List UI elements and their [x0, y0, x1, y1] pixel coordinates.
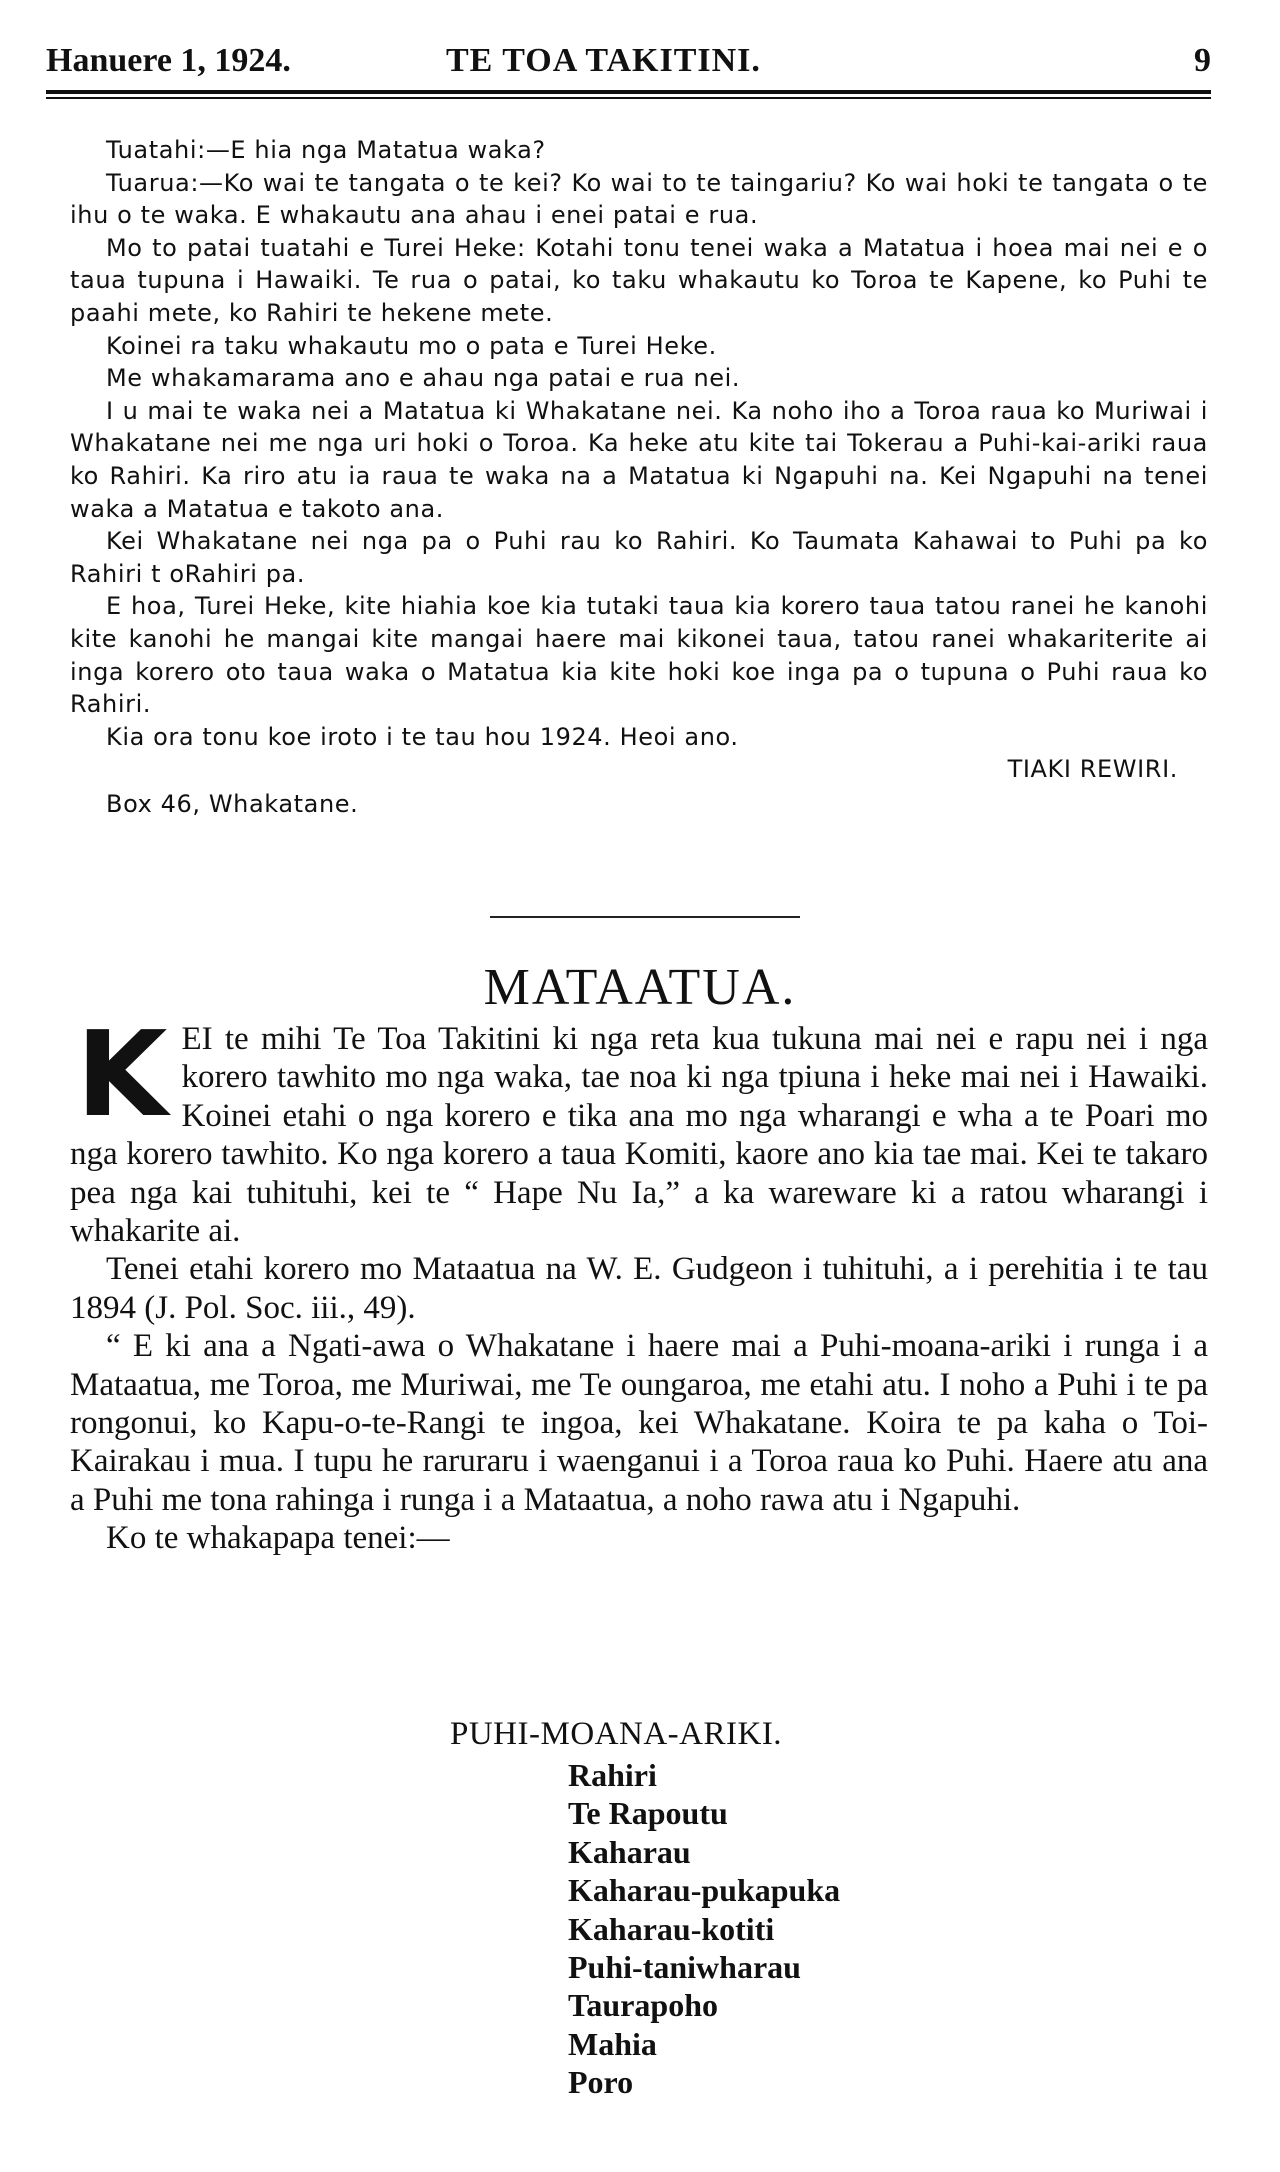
genealogy-name: Poro	[568, 2064, 634, 2101]
genealogy-list	[568, 1756, 840, 2102]
genealogy-head: PUHI-MOANA-ARIKI.	[450, 1716, 783, 1752]
genealogy-name: Kaharau-kotiti	[568, 1910, 775, 1947]
article-paragraph: Tenei etahi korero mo Mataatua na W. E. Gudgeon i tuhituhi, a i perehitia i te tau 1894 (J. Pol. Soc. iii., 49).	[70, 1251, 1208, 1326]
drop-cap: K	[76, 1005, 168, 1143]
letter-address: Box 46, Whakatane.	[106, 789, 359, 818]
letter-paragraph: Tuarua:—Ko wai te tangata o te kei? Ko wai to te taingariu? Ko wai hoki te tangata o te ihu o te waka. E whakautu ana ahau i enei patai e rua.	[70, 168, 1208, 230]
letter-paragraph: Kei Whakatane nei nga pa o Puhi rau ko Rahiri. Ko Taumata Kahawai to Puhi pa ko Rahiri t oRahiri pa.	[70, 527, 1208, 588]
letter-paragraph: Tuatahi:—E hia nga Matatua waka?	[106, 136, 546, 164]
genealogy-name: Puhi-taniwharau	[568, 1949, 801, 1986]
letter-paragraph: Me whakamarama ano e ahau nga patai e rua nei.	[106, 364, 741, 393]
issue-date: Hanuere 1, 1924.	[46, 42, 291, 79]
letter-paragraph: Mo to patai tuatahi e Turei Heke: Kotahi tonu tenei waka a Matatua i hoea mai nei e o taua tupuna i Hawaiki. Te rua o patai, ko taku whakautu ko Toroa te Kapene, ko Puhi te paahi mete, ko Rahiri te hekene mete.	[70, 233, 1208, 327]
letter-paragraph: I u mai te waka nei a Matatua ki Whakatane nei. Ka noho iho a Toroa raua ko Muriwai i Whakatane nei me nga uri hoki o Toroa. Ka heke atu kite tai Tokerau a Puhi-kai-ariki raua ko Rahiri. Ka riro atu ia raua te waka na a Matatua ki Ngapuhi na. Kei Ngapuhi na tenei waka a Matatua e takoto ana.	[70, 396, 1208, 523]
header-rule-thin	[46, 97, 1211, 99]
article-paragraph: “ E ki ana a Ngati-awa o Whakatane i haere mai a Puhi-moana-ariki i runga i a Mataatua, me Toroa, me Muriwai, me Te oungaroa, me etahi atu. I noho a Puhi i te pa rongonui, ko Kapu-o-te-Rangi te ingoa, kei Whakatane. Koira te pa kaha o Toi-Kairakau i mua. I tupu he raruraru i waenganui i a Toroa raua ko Puhi. Haere atu ana a Puhi me tona rahinga i runga i a Mataatua, a noho rawa atu i Ngapuhi.	[70, 1328, 1208, 1518]
letter-paragraph: Kia ora tonu koe iroto i te tau hou 1924. Heoi ano.	[106, 722, 739, 751]
article-paragraph: Ko te whakapapa tenei:—	[106, 1520, 450, 1557]
letter-section	[70, 134, 1208, 820]
article-body	[70, 1005, 1208, 1558]
article-paragraph	[70, 1005, 1208, 1250]
genealogy-name: Rahiri	[568, 1757, 657, 1793]
genealogy-name: Te Rapoutu	[568, 1795, 728, 1832]
letter-signature: TIAKI REWIRI.	[1007, 755, 1178, 784]
letter-paragraph: E hoa, Turei Heke, kite hiahia koe kia tutaki taua kia korero taua tatou ranei he kanohi kite kanohi he mangai kite mangai haere mai kikonei taua, tatou ranei whakariterite ai inga korero oto taua waka o Matatua kia kite hoki koe inga pa o tupuna o Puhi raua ko Rahiri.	[70, 592, 1208, 719]
genealogy-name: Mahia	[568, 2025, 657, 2062]
genealogy-name: Taurapoho	[568, 1987, 718, 2024]
section-divider	[490, 916, 800, 918]
page-number: 9	[1194, 42, 1211, 79]
article-title: MATAATUA.	[483, 959, 797, 1016]
article-first-text: EI te mihi Te Toa Takitini ki nga reta kua tukuna mai nei e rapu nei i nga korero tawhito mo nga waka, tae noa ki nga tpiuna i heke mai nei i Hawaiki. Koinei etahi o nga korero e tika ana mo nga wharangi e wha a te Poari mo nga korero tawhito. Ko nga korero a taua Komiti, kaore ano kia tae mai. Kei te takaro pea nga kai tuhituhi, kei te “ Hape Nu Ia,” a ka wareware ki a ratou wharangi i whakarite ai.	[70, 1021, 1208, 1250]
letter-paragraph: Koinei ra taku whakautu mo o pata e Turei Heke.	[106, 331, 717, 360]
header-rule-thick	[46, 90, 1211, 94]
genealogy-name: Kaharau	[568, 1833, 691, 1870]
page-header	[46, 42, 1211, 88]
genealogy-name: Kaharau-pukapuka	[568, 1872, 841, 1909]
newspaper-title: TE TOA TAKITINI.	[446, 42, 761, 79]
